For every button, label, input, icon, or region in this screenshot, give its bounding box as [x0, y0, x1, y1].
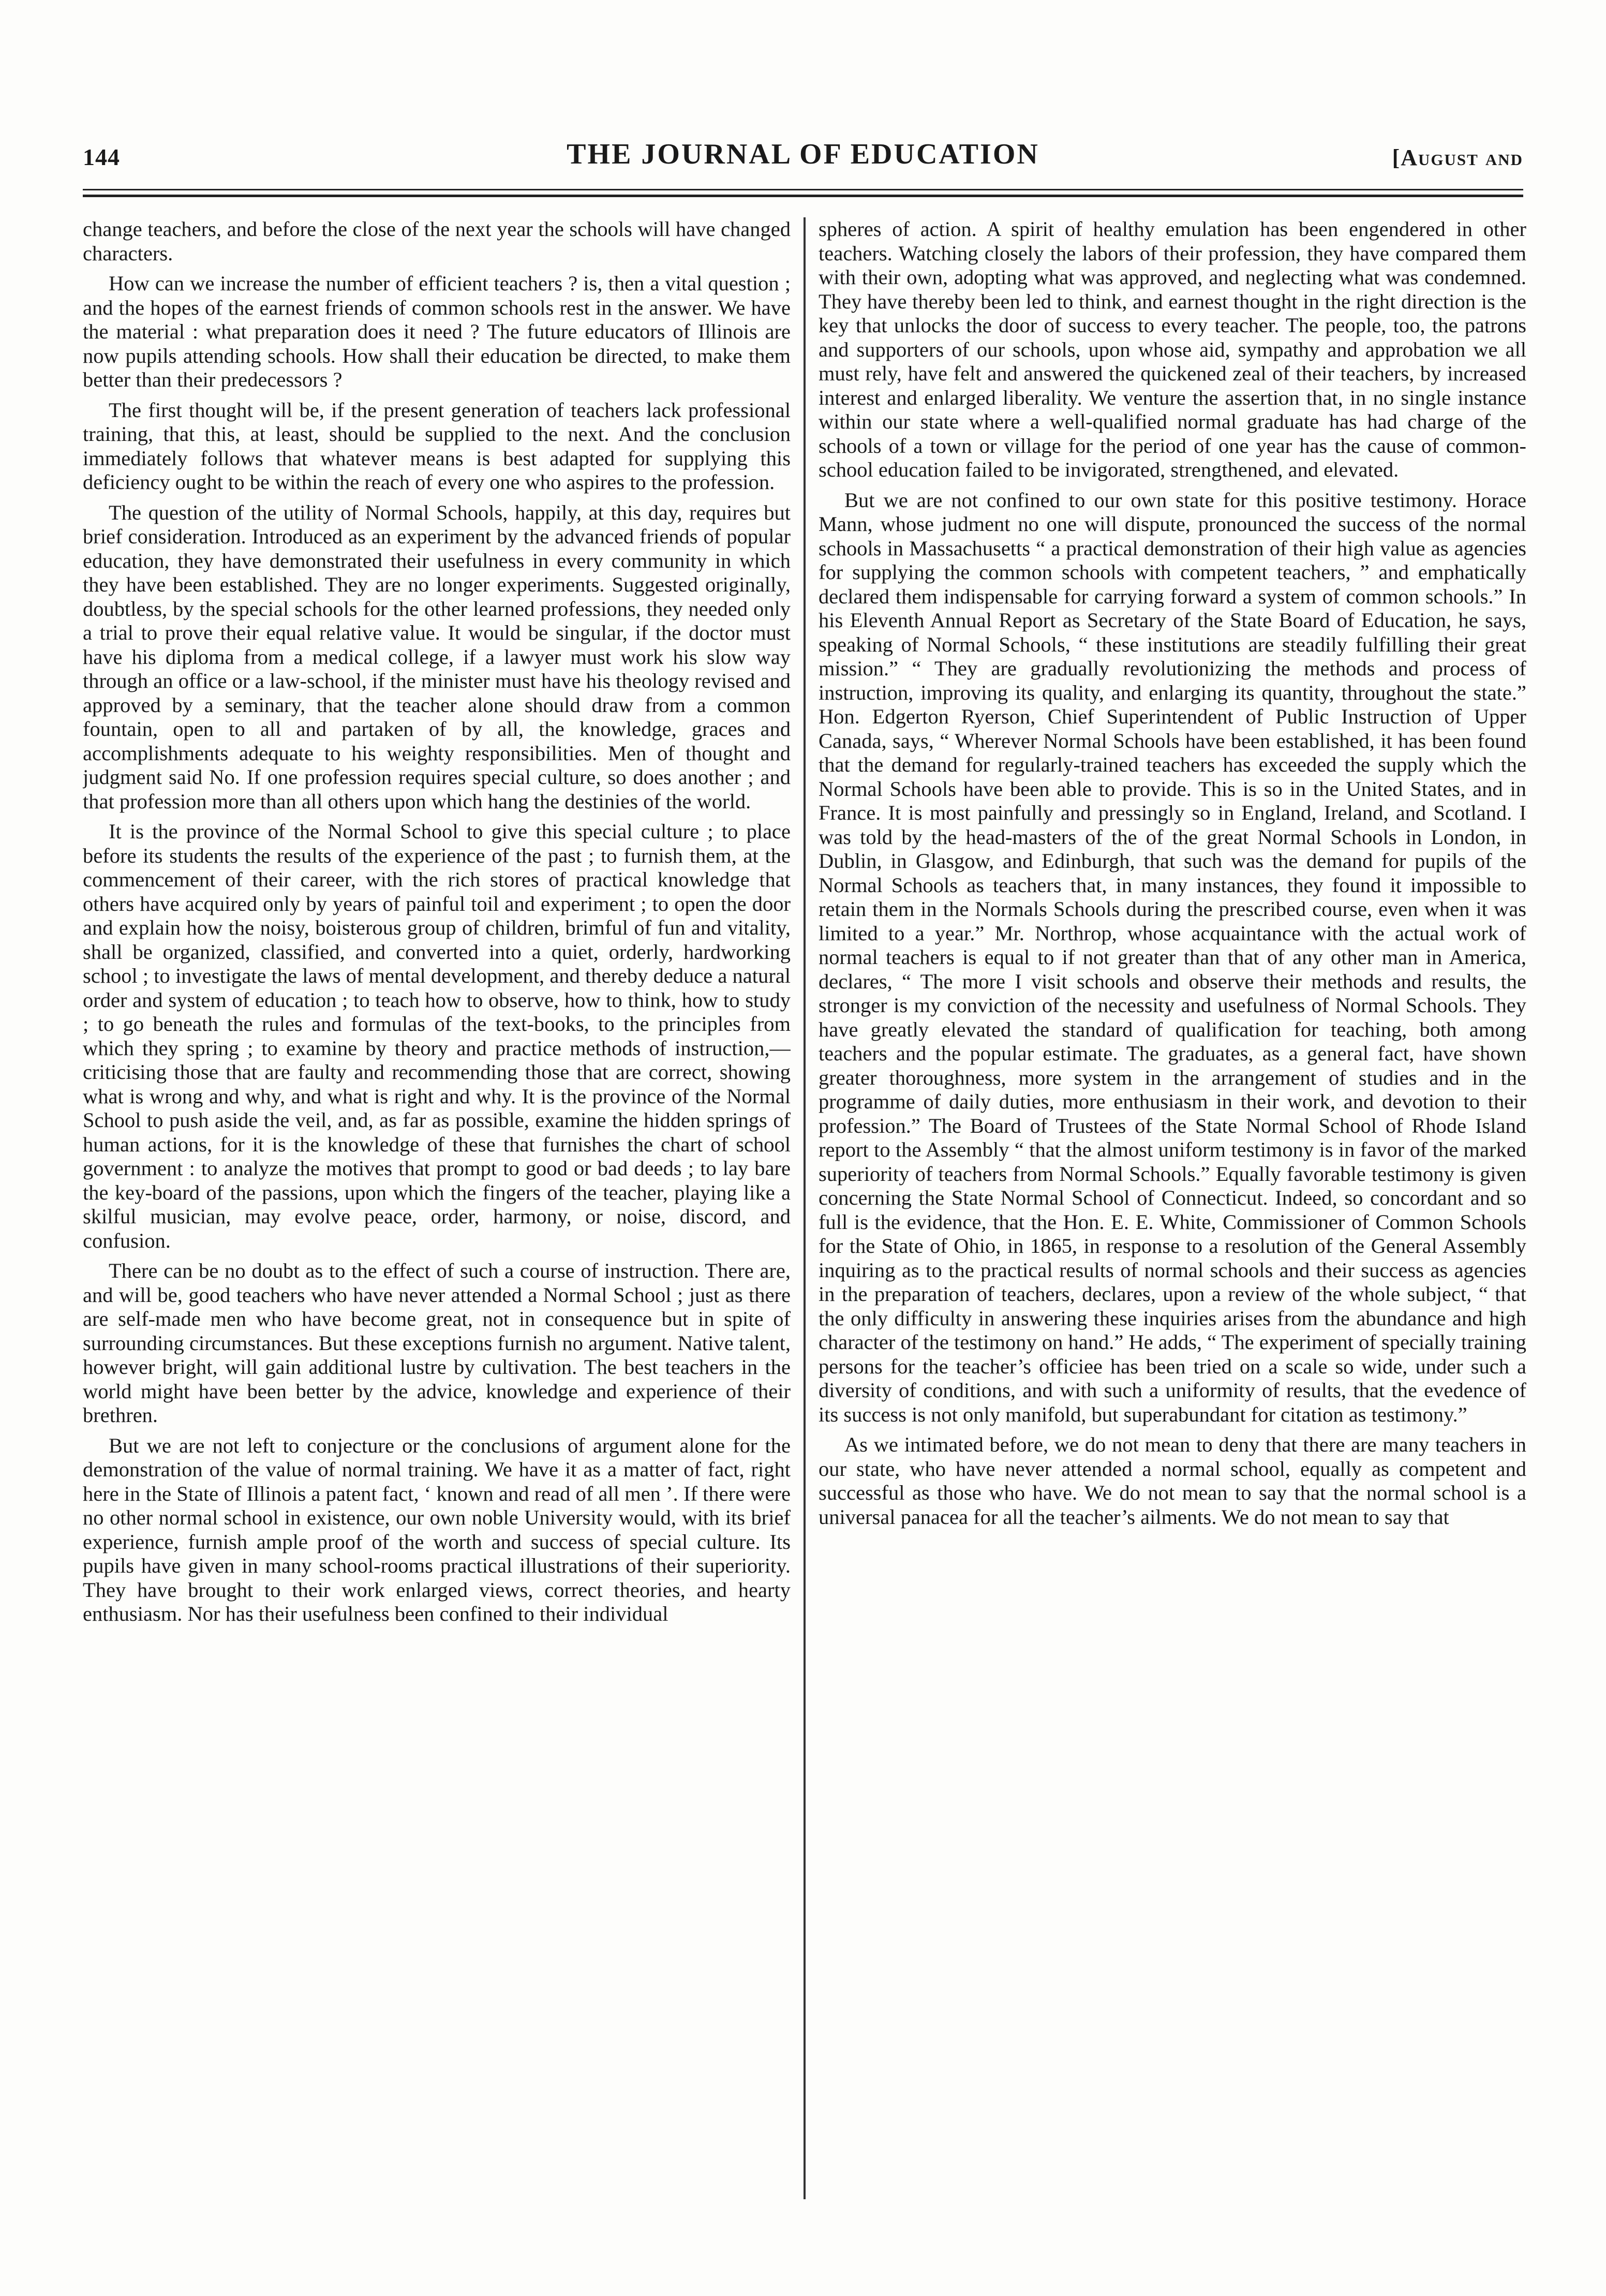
- header-rule-thick: [83, 195, 1523, 197]
- left-column: [83, 217, 791, 2199]
- running-head: [83, 129, 1523, 171]
- paragraph: But we are not left to conjecture or the conclusions of argument alone for the demonstration of the value of normal training. We have it as a matter of fact, right here in the State of Illinois a patent fact, ‘ known and read of all men ’. If there were no other normal school in existence, our own noble University would, with its brief experience, furnish ample proof of the worth and success of special culture. Its pupils have given in many school-rooms practical illustrations of their superiority. They have brought to their work enlarged views, correct theories, and hearty enthusiasm. Nor has their usefulness been confined to their individual: [83, 1433, 791, 1625]
- text-columns: [83, 217, 1526, 2199]
- paragraph: As we intimated before, we do not mean to deny that there are many teachers in our state, who have never attended a normal school, equally as competent and successful as those who have. We do not mean to say that the normal school is a universal panacea for all the teacher’s ailments. We do not mean to say that: [819, 1433, 1526, 1529]
- running-head-tail: [August and: [1392, 145, 1523, 170]
- column-divider: [804, 217, 806, 2199]
- paragraph: The first thought will be, if the present generation of teachers lack professional training, that this, at least, should be supplied to the next. And the conclusion immediately follows that whatever means is best adapted for supplying this deficiency ought to be within the reach of every one who aspires to the profession.: [83, 398, 791, 494]
- paragraph: The question of the utility of Normal Schools, happily, at this day, requires but brief consideration. Introduced as an experiment by the advanced friends of popular education, they have demonstrated their usefulness in every community in which they have been established. They are no longer experiments. Suggested originally, doubtless, by the special schools for the other learned professions, they needed only a trial to prove their equal relative value. It would be singular, if the doctor must have his diploma from a medical college, if a lawyer must work his slow way through an office or a law-school, if the minister must have his theology revised and approved by a seminary, that the teacher alone should draw from a common fountain, open to all and partaken of by all, the knowledge, graces and accomplishments adequate to his weighty responsibilities. Men of thought and judgment said No. If one profession requires special culture, so does another ; and that profession more than all others upon which hang the destinies of the world.: [83, 500, 791, 813]
- right-column: [819, 217, 1526, 2199]
- paragraph: How can we increase the number of efficient teachers ? is, then a vital question ; and the hopes of the earnest friends of common schools rest in the answer. We have the material : what preparation does it need ? The future educators of Illinois are now pupils attending schools. How shall their education be directed, to make them better than their predecessors ?: [83, 272, 791, 391]
- paragraph: It is the province of the Normal School to give this special culture ; to place before its students the results of the experience of the past ; to furnish them, at the commencement of their career, with the rich stores of practical knowledge that others have acquired only by years of painful toil and experiment ; to open the door and explain how the noisy, boisterous group of children, brimful of fun and vitality, shall be organized, classified, and converted into a quiet, orderly, hardworking school ; to investigate the laws of mental development, and thereby deduce a natural order and system of education ; to teach how to observe, how to think, how to study ; to go beneath the rules and formulas of the text-books, to the principles from which they spring ; to examine by theory and practice methods of instruction,—criticising those that are faulty and recommending those that are correct, showing what is wrong and why, and what is right and why. It is the province of the Normal School to push aside the veil, and, as far as possible, examine the hidden springs of human actions, for it is the knowledge of these that furnishes the chart of school government : to analyze the motives that prompt to good or bad deeds ; to lay bare the key-board of the passions, upon which the fingers of the teacher, playing like a skilful musician, may evolve peace, order, harmony, or noise, discord, and confusion.: [83, 820, 791, 1252]
- paragraph: spheres of action. A spirit of healthy emulation has been engendered in other teachers. Watching closely the labors of their profession, they have compared them with their own, adopting what was approved, and neglecting what was condemned. They have thereby been led to think, and earnest thought in the right direction is the key that unlocks the door of success to every teacher. The people, too, the patrons and supporters of our schools, upon whose aid, sympathy and approbation we all must rely, have felt and answered the quickened zeal of their teachers, by increased interest and enlarged liberality. We venture the assertion that, in no single instance within our state where a well-qualified normal graduate has had charge of the schools of a town or village for the period of one year has the cause of common-school education failed to be invigorated, strengthened, and elevated.: [819, 217, 1526, 481]
- paragraph: change teachers, and before the close of the next year the schools will have changed characters.: [83, 217, 791, 265]
- paragraph: There can be no doubt as to the effect of such a course of instruction. There are, and will be, good teachers who have never attended a Normal School ; just as there are self-made men who have become great, not in consequence but in spite of surrounding circumstances. But these exceptions furnish no argument. Native talent, however bright, will gain additional lustre by cultivation. The best teachers in the world might have been better by the advice, knowledge and experience of their brethren.: [83, 1259, 791, 1427]
- paragraph: But we are not confined to our own state for this positive testimony. Horace Mann, whose judment no one will dispute, pronounced the success of the normal schools in Massachusetts “ a practical demonstration of their high value as agencies for supplying the common schools with competent teachers, ” and emphatically declared them indispensable for carrying forward a system of common schools.” In his Eleventh Annual Report as Secretary of the State Board of Education, he says, speaking of Normal Schools, “ these institutions are steadily fulfilling their great mission.” “ They are gradually revolutionizing the methods and process of instruction, improving its quality, and enlarging its quantity, throughout the state.” Hon. Edgerton Ryerson, Chief Superintendent of Public Instruction of Upper Canada, says, “ Wherever Normal Schools have been established, it has been found that the demand for regularly-trained teachers has exceeded the supply which the Normal Schools have been able to provide. This is so in the United States, and in France. It is most painfully and pressingly so in England, Ireland, and Scotland. I was told by the head-masters of the of the great Normal Schools in London, in Dublin, in Glasgow, and Edinburgh, that such was the demand for pupils of the Normal Schools as teachers that, in many instances, they found it impossible to retain them in the Normals Schools during the prescribed course, even when it was limited to a year.” Mr. Northrop, whose acquaintance with the actual work of normal teachers is equal to if not greater than that of any other man in America, declares, “ The more I visit schools and observe their methods and results, the stronger is my conviction of the necessity and usefulness of Normal Schools. They have greatly elevated the standard of qualification for teaching, both among teachers and the popular estimate. The graduates, as a general fact, have shown greater thoroughness, more system in the arrangement of studies and in the programme of daily duties, more enthusiasm in their work, and devotion to their profession.” The Board of Trustees of the State Normal School of Rhode Island report to the Assembly “ that the almost uniform testimony is in favor of the marked superiority of teachers from Normal Schools.” Equally favorable testimony is given concerning the State Normal School of Connecticut. Indeed, so concordant and so full is the evidence, that the Hon. E. E. White, Commissioner of Common Schools for the State of Ohio, in 1865, in response to a resolution of the General Assembly inquiring as to the practical results of normal schools and their success as agencies in the preparation of teachers, declares, upon a review of the whole subject, “ that the only difficulty in answering these inquiries arises from the abundance and high character of the testimony on hand.” He adds, “ The experiment of specially training persons for the teacher’s officiee has been tried on a scale so wide, under such a diversity of conditions, and with such a uniformity of results, that the evedence of its success is not only manifold, but superabundant for citation as testimony.”: [819, 488, 1526, 1426]
- journal-title: THE JOURNAL OF EDUCATION: [567, 138, 1039, 170]
- page-number: 144: [83, 144, 120, 170]
- header-rule-thin: [83, 189, 1523, 190]
